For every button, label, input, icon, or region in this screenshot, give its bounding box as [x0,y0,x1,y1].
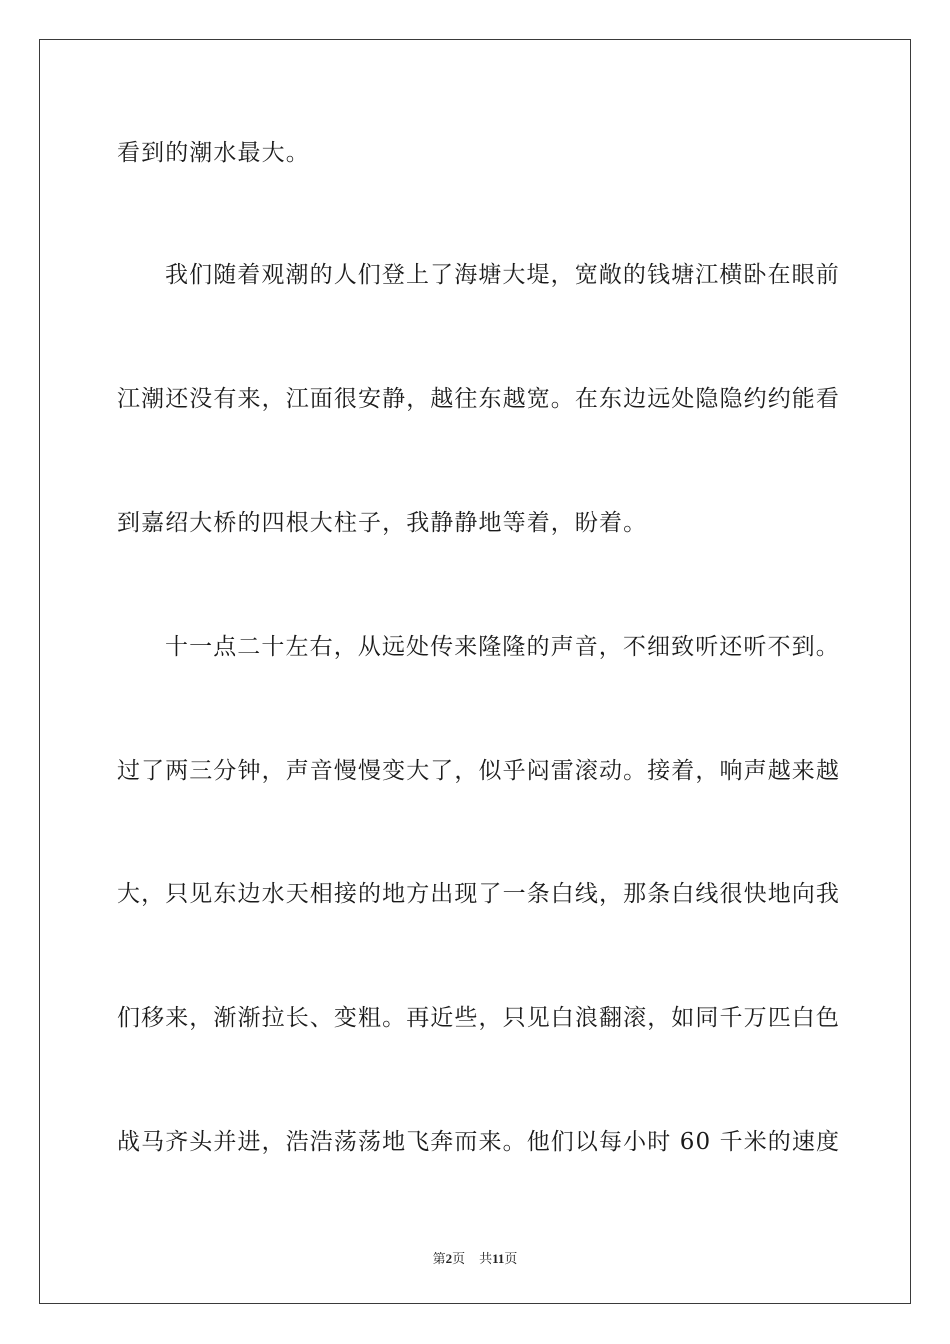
page-suffix: 页 [452,1251,466,1266]
text-line-3: 江潮还没有来，江面很安静，越往东越宽。在东边远处隐隐约约能看 [117,386,840,412]
text-line-2: 我们随着观潮的人们登上了海塘大堤，宽敞的钱塘江横卧在眼前 [165,262,840,288]
text-line-1: 看到的潮水最大。 [117,140,310,166]
page-footer [0,1248,950,1267]
total-suffix: 页 [504,1251,518,1266]
text-line-7: 大，只见东边水天相接的地方出现了一条白线，那条白线很快地向我 [117,881,840,907]
text-line-4: 到嘉绍大桥的四根大柱子，我静静地等着，盼着。 [117,510,648,536]
total-pages: 11 [492,1251,505,1266]
page-number: 2 [445,1251,453,1266]
text-line-9: 战马齐头并进，浩浩荡荡地飞奔而来。他们以每小时 60 千米的速度 [117,1129,841,1155]
text-line-5: 十一点二十左右，从远处传来隆隆的声音，不细致听还听不到。 [165,634,840,660]
page-border [39,39,911,1304]
total-prefix: 共 [479,1251,493,1266]
page-prefix: 第 [432,1251,446,1266]
text-line-8: 们移来，渐渐拉长、变粗。再近些，只见白浪翻滚，如同千万匹白色 [117,1005,840,1031]
text-line-6: 过了两三分钟，声音慢慢变大了，似乎闷雷滚动。接着，响声越来越 [117,758,840,784]
